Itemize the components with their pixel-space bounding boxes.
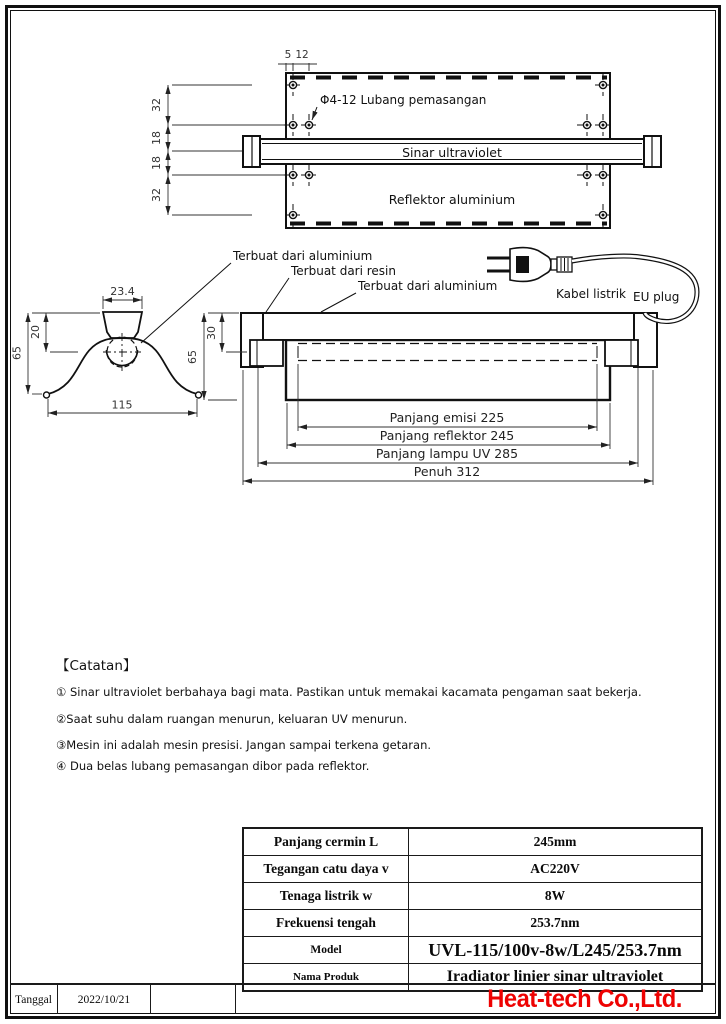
spec-table: [242, 827, 703, 992]
date-label: Tanggal: [10, 985, 58, 1014]
dim-23-4: 23.4: [110, 285, 135, 298]
dim-reflector-length: Panjang reflektor 245: [379, 428, 515, 443]
hole-callout-label: Φ4-12 Lubang pemasangan: [320, 93, 487, 107]
spec-value: 253.7nm: [409, 910, 703, 937]
lamp-socket: [103, 312, 142, 338]
title-block: [10, 983, 716, 1014]
table-row: [243, 937, 702, 964]
material-label-resin: Terbuat dari resin: [291, 264, 396, 278]
logo-cell: [236, 985, 716, 1014]
housing-bar: [241, 313, 657, 340]
dim-18-top: 18: [150, 131, 163, 145]
date-value: 2022/10/21: [58, 985, 151, 1014]
material-label-aluminium-1: Terbuat dari aluminium: [233, 249, 373, 263]
dim-65-side: 65: [10, 346, 24, 360]
dim-32-bottom: 32: [150, 188, 163, 202]
dim-30: 30: [205, 326, 218, 340]
foot-right: [196, 392, 202, 398]
dim-20: 20: [29, 325, 42, 339]
note-item: ③Mesin ini adalah mesin presisi. Jangan sampai terkena getaran.: [56, 738, 432, 752]
reflector-label: Reflektor aluminium: [388, 192, 516, 207]
note-item: ②Saat suhu dalam ruangan menurun, keluaran UV menurun.: [56, 712, 408, 726]
notes-title: 【Catatan】: [56, 658, 137, 674]
spec-label: Frekuensi tengah: [243, 910, 409, 937]
spec-value: 8W: [409, 883, 703, 910]
spec-label: Model: [243, 937, 409, 964]
dim-5-12: [278, 49, 317, 71]
side-view: [11, 285, 202, 417]
dim-emission-length: Panjang emisi 225: [389, 410, 505, 425]
dim-65-front: 65: [186, 350, 199, 364]
spec-label: Panjang cermin L: [243, 828, 409, 856]
empty-cell: [151, 985, 236, 1014]
spec-value: AC220V: [409, 856, 703, 883]
table-row: [243, 883, 702, 910]
note-item: ④ Dua belas lubang pemasangan dibor pada reflektor.: [56, 759, 370, 773]
dim-uv-lamp-length: Panjang lampu UV 285: [375, 446, 519, 461]
plug-label: EU plug: [633, 290, 680, 304]
front-view: [141, 248, 697, 485]
lamp-cap-right: [605, 340, 638, 366]
material-label-aluminium-2: Terbuat dari aluminium: [358, 279, 498, 293]
spec-value: Iradiator linier sinar ultraviolet: [409, 964, 703, 992]
spec-value: 245mm: [409, 828, 703, 856]
note-item: ① Sinar ultraviolet berbahaya bagi mata. Pastikan untuk memakai kacamata pengaman saat bekerja.: [56, 685, 642, 699]
dim-5: 5: [284, 49, 292, 61]
reflector-body: [286, 340, 610, 400]
cable-label: Kabel listrik: [556, 287, 627, 301]
table-row: [243, 828, 702, 856]
lamp-cap-left: [250, 340, 283, 366]
spec-label: Tegangan catu daya v: [243, 856, 409, 883]
table-row: [243, 910, 702, 937]
dim-full-length: Penuh 312: [413, 464, 481, 479]
uv-tube-label: Sinar ultraviolet: [402, 145, 502, 160]
table-row: [243, 856, 702, 883]
company-logo: Heat-tech Co.,Ltd.: [487, 985, 682, 1013]
spec-label: Nama Produk: [243, 964, 409, 992]
dim-18-bottom: 18: [150, 156, 163, 170]
spec-label: Tenaga listrik w: [243, 883, 409, 910]
eu-plug-icon: [487, 248, 572, 282]
dim-12: 12: [295, 49, 309, 61]
top-view: [150, 49, 661, 228]
foot-left: [44, 392, 50, 398]
spec-value: UVL-115/100v-8w/L245/253.7nm: [409, 937, 703, 964]
dim-32-top: 32: [150, 98, 163, 112]
dim-115: 115: [111, 398, 133, 412]
